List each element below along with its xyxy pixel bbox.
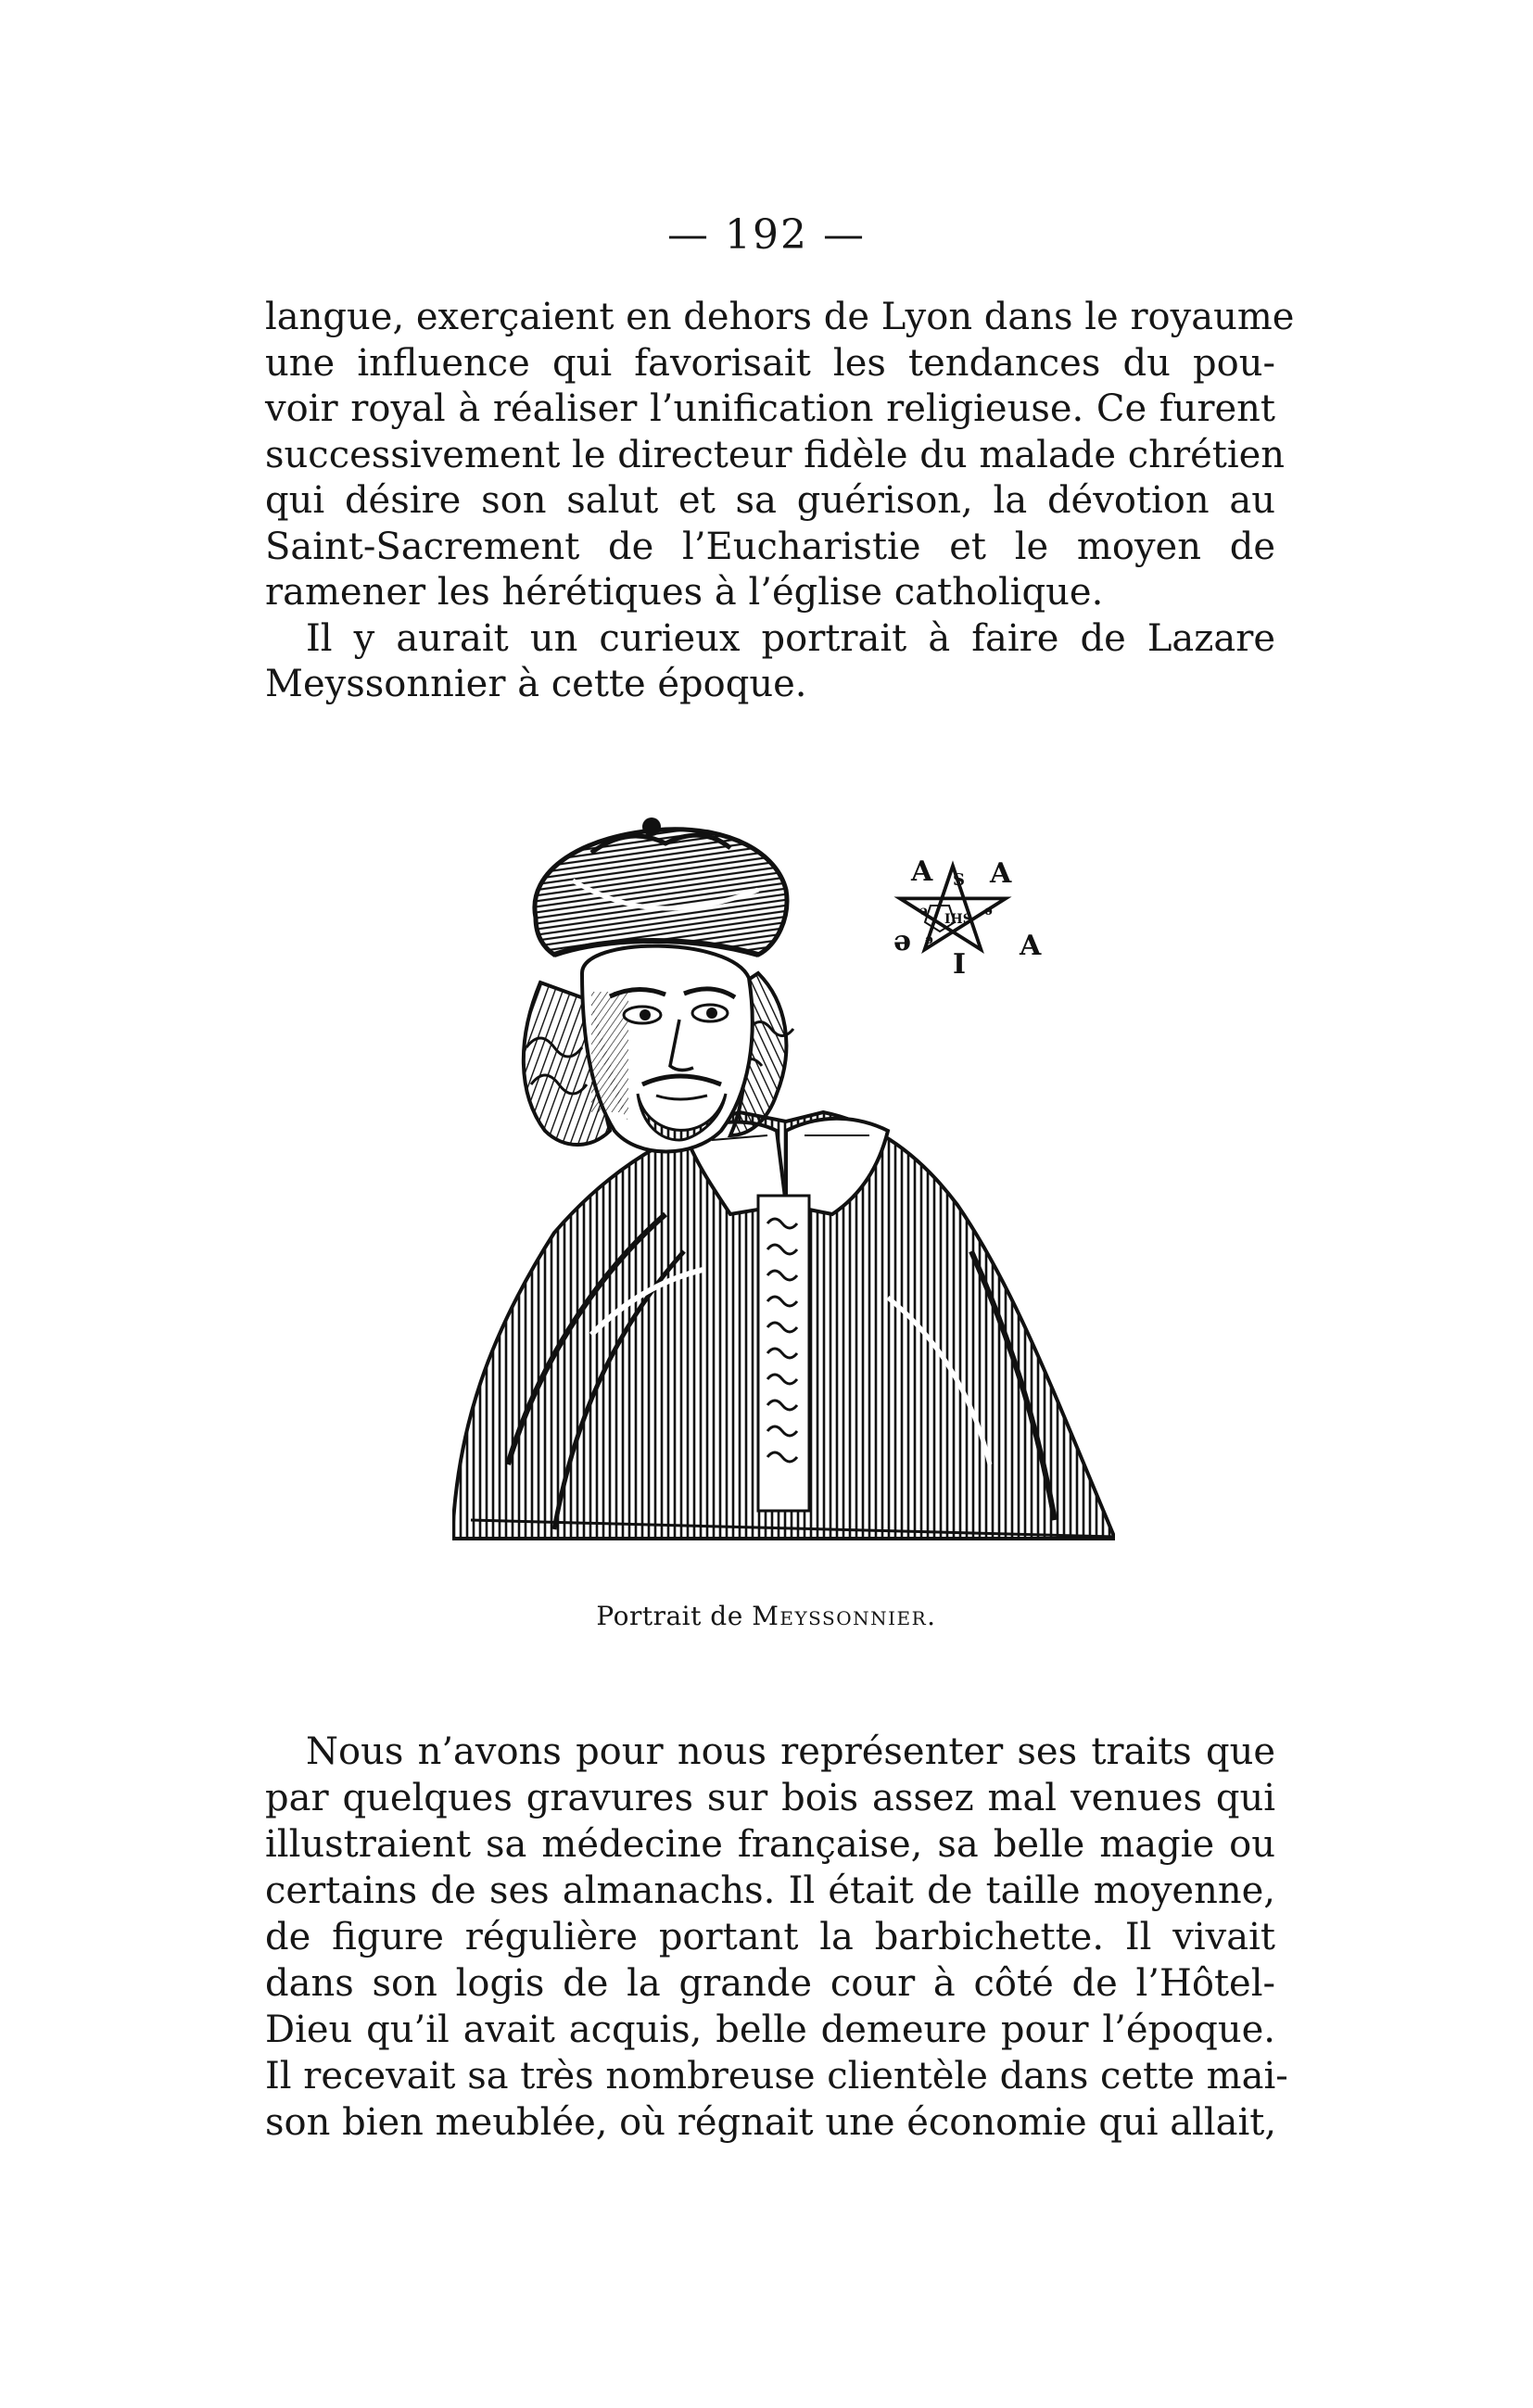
pentagram-letter: ǝ: [925, 932, 933, 947]
text-line: voir royal à réaliser l’unification religieuse. Ce furent: [265, 387, 1275, 430]
text-line: Dieu qu’il avait acquis, belle demeure pour l’époque.: [265, 2009, 1275, 2051]
pentagram-letter: ǝ: [984, 904, 993, 919]
text-line: Il recevait sa très nombreuse clientèle dans cette mai-: [265, 2055, 1288, 2097]
text-line: illustraient sa médecine française, sa belle magie ou: [265, 1823, 1275, 1866]
text-line: successivement le directeur fidèle du malade chrétien: [265, 433, 1286, 476]
figure-caption: [0, 1601, 1533, 1631]
top-paragraph: [265, 295, 1295, 708]
text-line: Saint-Sacrement de l’Eucharistie et le moyen de: [265, 525, 1275, 568]
portrait-woodcut: [452, 816, 1115, 1548]
pentagram-symbol: [893, 855, 1042, 981]
text-line: ramener les hérétiques à l’église catholique.: [265, 571, 1104, 614]
pentagram-letter: S: [953, 870, 965, 890]
biretta-hat: [535, 817, 787, 955]
text-line: qui désire son salut et sa guérison, la dévotion au: [265, 479, 1275, 522]
pentagram-letter: A: [911, 855, 933, 888]
pentagram-letter: ǝ: [919, 904, 928, 919]
face: [582, 946, 753, 1152]
pentagram-letter: A: [1020, 930, 1042, 962]
text-line: dans son logis de la grande cour à côté de l’Hôtel-: [265, 1962, 1275, 2005]
text-line: Nous n’avons pour nous représenter ses traits que: [306, 1730, 1275, 1773]
caption-prefix: Portrait de: [596, 1601, 743, 1631]
text-line: Meyssonnier à cette époque.: [265, 663, 807, 705]
text-line: de figure régulière portant la barbichette. Il vivait: [265, 1916, 1275, 1958]
bottom-paragraph: [265, 1729, 1288, 2146]
caption-name: Meyssonnier.: [752, 1601, 937, 1631]
buttoned-front: [758, 1196, 809, 1511]
text-line: langue, exerçaient en dehors de Lyon dans le royaume: [265, 296, 1295, 338]
portrait-illustration: [452, 816, 1115, 1548]
text-line: certains de ses almanachs. Il était de taille moyenne,: [265, 1869, 1275, 1912]
page-number: — 192 —: [667, 211, 866, 259]
text-line: une influence qui favorisait les tendances du pou-: [265, 341, 1275, 385]
text-line: par quelques gravures sur bois assez mal venues qui: [265, 1777, 1275, 1819]
text-line: Il y aurait un curieux portrait à faire de Lazare: [306, 616, 1275, 660]
pentagram-letter: ǝ: [893, 925, 912, 957]
text-line: son bien meublée, où régnait une économie qui allait,: [265, 2101, 1277, 2144]
pentagram-letter: A: [990, 857, 1012, 890]
pentagram-letter: I: [953, 948, 967, 981]
pentagram-center-text: IHS: [944, 912, 972, 927]
